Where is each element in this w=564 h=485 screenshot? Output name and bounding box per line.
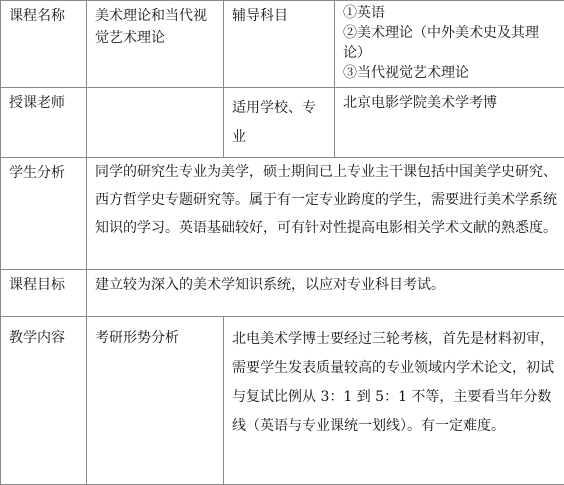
course-name-label: 课程名称 xyxy=(1,1,87,88)
row-course-goal xyxy=(1,270,564,317)
student-analysis-value: 同学的研究生专业为美学，硕士期间已上专业主干课包括中国美学史研究、西方哲学史专题研究等。属于有一定专业跨度的学生，需要进行美术学系统知识的学习。英语基础较好，可有针对性提高电影相关学术文献的熟悉度。 xyxy=(87,158,564,270)
subject-item: ①英语 xyxy=(343,3,558,23)
subject-item: ②美术理论（中外美术史及其理论） xyxy=(343,23,558,63)
row-teacher xyxy=(1,88,564,158)
row-teaching-content xyxy=(1,317,564,485)
tutoring-subjects-label: 辅导科目 xyxy=(224,1,335,88)
teacher-label: 授课老师 xyxy=(1,88,87,158)
course-goal-value: 建立较为深入的美术学知识系统，以应对专业科目考试。 xyxy=(87,270,564,317)
student-analysis-label: 学生分析 xyxy=(1,158,87,270)
teaching-topic-description: 北电美术学博士要经过三轮考核，首先是材料初审，需要学生发表质量较高的专业领域内学术论文，初试与复试比例从 3：1 到 5：1 不等，主要看当年分数线（英语与专业课统一划线）。有一定难度。 xyxy=(224,317,564,485)
applicable-school-label: 适用学校、专业 xyxy=(224,88,335,158)
course-goal-label: 课程目标 xyxy=(1,270,87,317)
teaching-topic: 考研形势分析 xyxy=(87,317,224,485)
teaching-content-label: 教学内容 xyxy=(1,317,87,485)
applicable-school-value: 北京电影学院美术学考博 xyxy=(335,88,564,158)
tutoring-subjects-list xyxy=(335,1,564,88)
subject-item: ③当代视觉艺术理论 xyxy=(343,63,558,83)
teacher-value xyxy=(87,88,224,158)
row-course-name xyxy=(1,1,564,88)
row-student-analysis xyxy=(1,158,564,270)
course-name-value: 美术理论和当代视觉艺术理论 xyxy=(87,1,224,88)
